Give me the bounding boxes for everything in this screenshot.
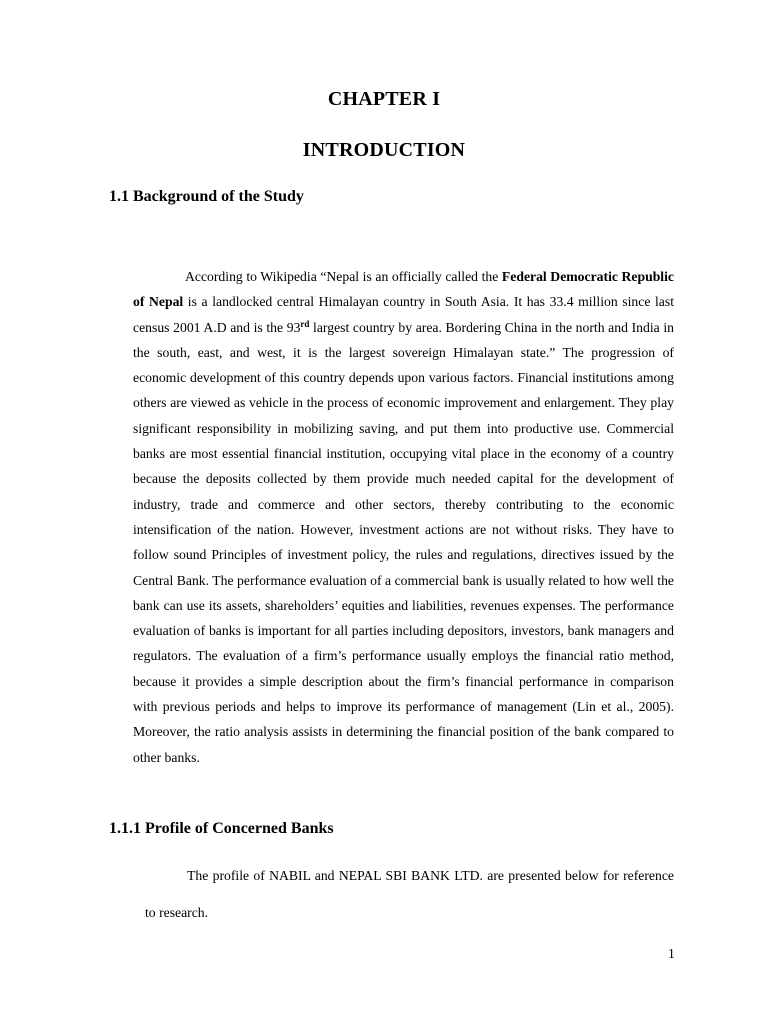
subsection-heading: 1.1.1 Profile of Concerned Banks — [109, 820, 334, 837]
chapter-title: INTRODUCTION — [302, 139, 466, 161]
page-number: 1 — [668, 946, 675, 961]
country-official-name: Federal Democratic Republic of Nepal — [133, 269, 674, 310]
profile-paragraph: The profile of NABIL and NEPAL SBI BANK LTD. are presented below for reference to research. — [145, 868, 674, 920]
section-heading: 1.1 Background of the Study — [109, 188, 304, 205]
background-text-part3: largest country by area. Bordering China in the north and India in the south, east, and west, it is the largest sovereign Himalayan state.” The progression of economic development of this country depends upon various factors. Financial institutions among others are viewed as vehicle in the process of economic improvement and enlargement. They play significant responsibility in mobilizing saving, and put them into productive use. Commercial banks are most essential financial institution, occupying vital place in the economy of a country because the deposits collected by them provide much needed capital for the development of industry, trade and commerce and other sectors, thereby contributing to the economic intensification of the nation. However, investment actions are not without risks. They have to follow sound Principles of investment policy, the rules and regulations, directives issued by the Central Bank. The performance evaluation of a commercial bank is usually related to how well the bank can use its assets, shareholders’ equities and liabilities, revenues expenses. The performance evaluation of banks is important for all parties including depositors, investors, bank managers and regulators. The evaluation of a firm’s performance usually employs the financial ratio method, because it provides a simple description about the firm’s financial performance in comparison with previous periods and helps to improve its performance of management (Lin et al., 2005). Moreover, the ratio analysis assists in determining the financial position of the bank compared to other banks. — [133, 319, 674, 765]
background-text-part2: is a landlocked central Himalayan country in South Asia. It has 33.4 million since last census 2001 A.D and is the 93 — [133, 294, 674, 335]
background-paragraph — [133, 264, 674, 770]
ordinal-superscript: rd — [300, 318, 310, 329]
background-text-part1: According to Wikipedia “Nepal is an officially called the — [185, 269, 502, 284]
chapter-label: CHAPTER I — [327, 88, 441, 110]
